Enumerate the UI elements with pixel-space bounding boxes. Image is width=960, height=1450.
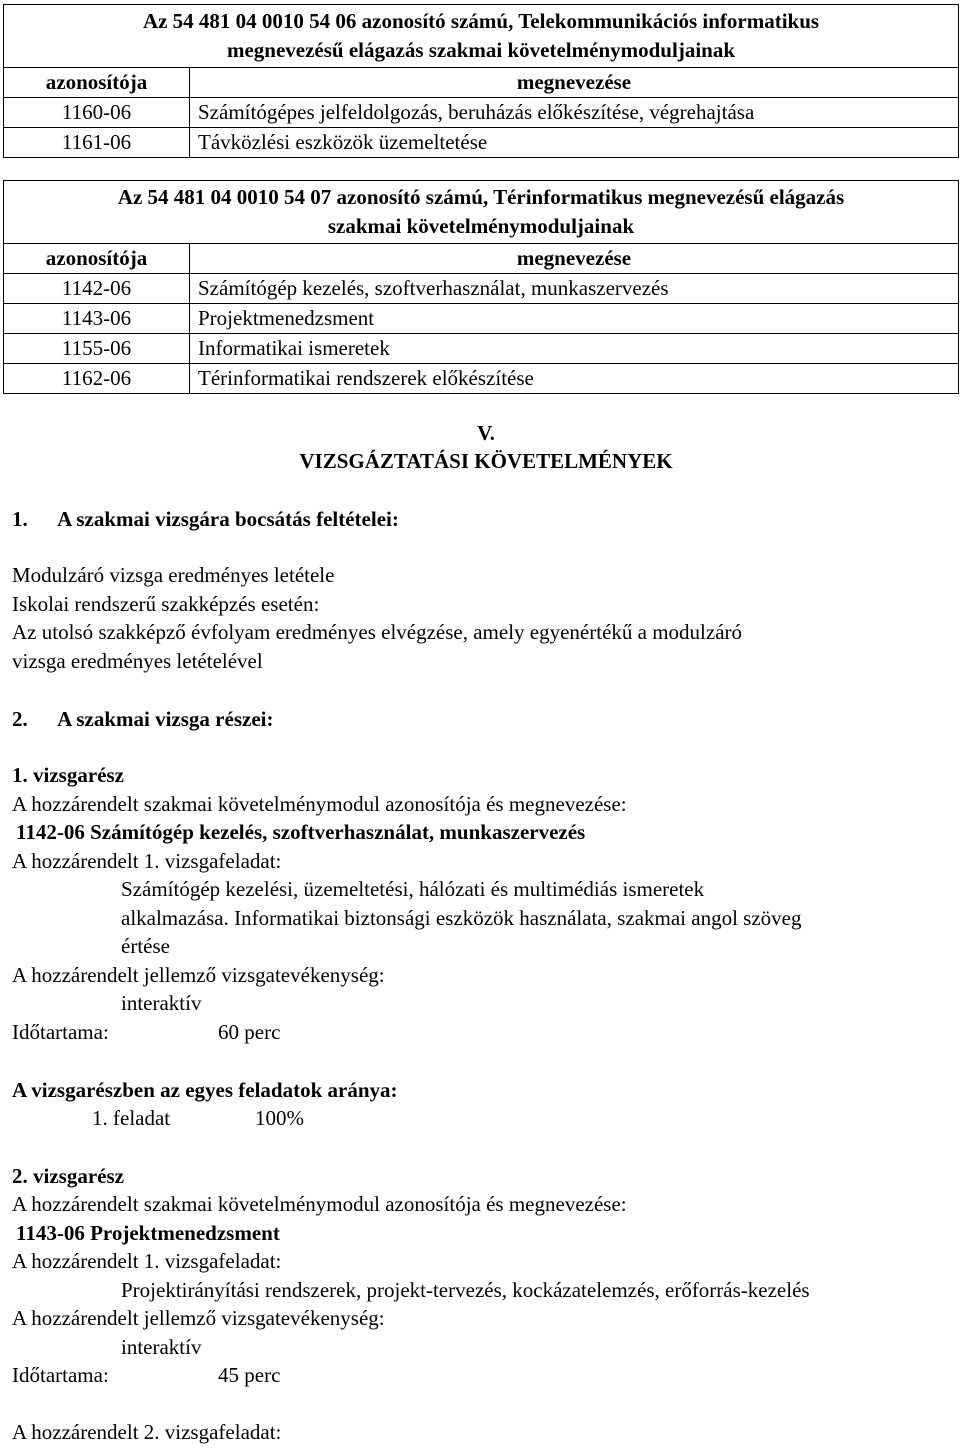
part-2-module-label: A hozzárendelt szakmai követelménymodul azonosítója és megnevezése: [12,1192,627,1216]
part-2-duration-label: Időtartama: [12,1363,109,1387]
module-name-cell: Projektmenedzsment [190,304,959,334]
table-row [4,364,959,394]
table-title-row [4,181,959,244]
part-1-module-name: Számítógép kezelés, szoftverhasználat, munkaszervezés [90,820,586,844]
part-2-activity: interaktív [121,1335,202,1359]
section-2-title: A szakmai vizsga részei: [57,707,274,731]
part-1-duration-label: Időtartama: [12,1020,109,1044]
section-1-line: Modulzáró vizsga eredményes letétele [12,563,335,587]
part-2-activity-label: A hozzárendelt jellemző vizsgatevékenység: [12,1306,385,1330]
column-header-id: azonosítója [4,68,190,98]
part-2-duration: 45 perc [218,1363,281,1387]
section-2-heading [12,705,273,734]
part-1-task-line: alkalmazása. Informatikai biztonsági eszközök használata, szakmai angol szöveg [121,906,802,930]
table-row [4,274,959,304]
part-1-activity-label: A hozzárendelt jellemző vizsgatevékenység: [12,963,385,987]
module-id-cell: 1155-06 [4,334,190,364]
module-id-cell: 1142-06 [4,274,190,304]
part-2-task-label: A hozzárendelt 1. vizsgafeladat: [12,1249,282,1273]
part-1-module [16,818,585,847]
section-1-heading [12,505,399,534]
table-title [4,181,959,244]
section-2-number: 2. [12,707,28,731]
module-name-cell: Informatikai ismeretek [190,334,959,364]
part-1-module-id: 1142-06 [16,820,85,844]
table-header-row [4,68,959,98]
part-2-task2-label: A hozzárendelt 2. vizsgafeladat: [12,1420,282,1444]
column-header-name: megnevezése [190,244,959,274]
table-row [4,334,959,364]
module-table-telekommunikacios [3,4,959,158]
module-name-cell: Térinformatikai rendszerek előkészítése [190,364,959,394]
part-1-ratio-title: A vizsgarészben az egyes feladatok aránya: [12,1078,398,1102]
part-1-task-line: Számítógép kezelési, üzemeltetési, hálózati és multimédiás ismeretek [121,877,705,901]
part-1-activity: interaktív [121,991,202,1015]
table-title-line1: Az 54 481 04 0010 54 06 azonosító számú, Telekommunikációs informatikus [142,9,820,33]
part-2-task-line: Projektirányítási rendszerek, projekt-tervezés, kockázatelemzés, erőforrás-kezelés [121,1278,810,1302]
module-table-terinformatikus [3,180,959,394]
table-title [4,5,959,68]
part-2-module-id: 1143-06 [16,1221,85,1245]
part-1-module-label: A hozzárendelt szakmai követelménymodul azonosítója és megnevezése: [12,792,627,816]
column-header-name: megnevezése [190,68,959,98]
column-header-id: azonosítója [4,244,190,274]
section-1-line: Az utolsó szakképző évfolyam eredményes elvégzése, amely egyenértékű a modulzáró [12,620,743,644]
table-row [4,304,959,334]
module-id-cell: 1161-06 [4,128,190,158]
section-1-title: A szakmai vizsgára bocsátás feltételei: [57,507,399,531]
table-row [4,128,959,158]
table-title-line2: megnevezésű elágazás szakmai követelménymoduljainak [226,38,736,62]
module-id-cell: 1143-06 [4,304,190,334]
table-title-row [4,5,959,68]
section-1-line: Iskolai rendszerű szakképzés esetén: [12,592,320,616]
module-name-cell: Számítógép kezelés, szoftverhasználat, munkaszervezés [190,274,959,304]
part-1-title: 1. vizsgarész [12,763,124,787]
module-name-cell: Számítógépes jelfeldolgozás, beruházás előkészítése, végrehajtása [190,98,959,128]
part-2-module-name: Projektmenedzsment [90,1221,280,1245]
module-id-cell: 1160-06 [4,98,190,128]
module-name-cell: Távközlési eszközök üzemeltetése [190,128,959,158]
part-1-ratio-value: 100% [255,1106,304,1130]
table-row [4,98,959,128]
part-1-task-line: értése [121,934,170,958]
section-1-number: 1. [12,507,28,531]
chapter-number: V. [477,421,495,445]
part-1-task-label: A hozzárendelt 1. vizsgafeladat: [12,849,282,873]
part-1-ratio-task: 1. feladat [92,1106,171,1130]
part-2-module [16,1219,280,1248]
table-header-row [4,244,959,274]
part-2-title: 2. vizsgarész [12,1164,124,1188]
part-1-duration: 60 perc [218,1020,281,1044]
table-title-line1: Az 54 481 04 0010 54 07 azonosító számú, Térinformatikus megnevezésű elágazás [117,185,845,209]
section-1-line: vizsga eredményes letételével [12,649,263,673]
chapter-title: VIZSGÁZTATÁSI KÖVETELMÉNYEK [299,449,673,473]
table-title-line2: szakmai követelménymoduljainak [327,214,635,238]
module-id-cell: 1162-06 [4,364,190,394]
